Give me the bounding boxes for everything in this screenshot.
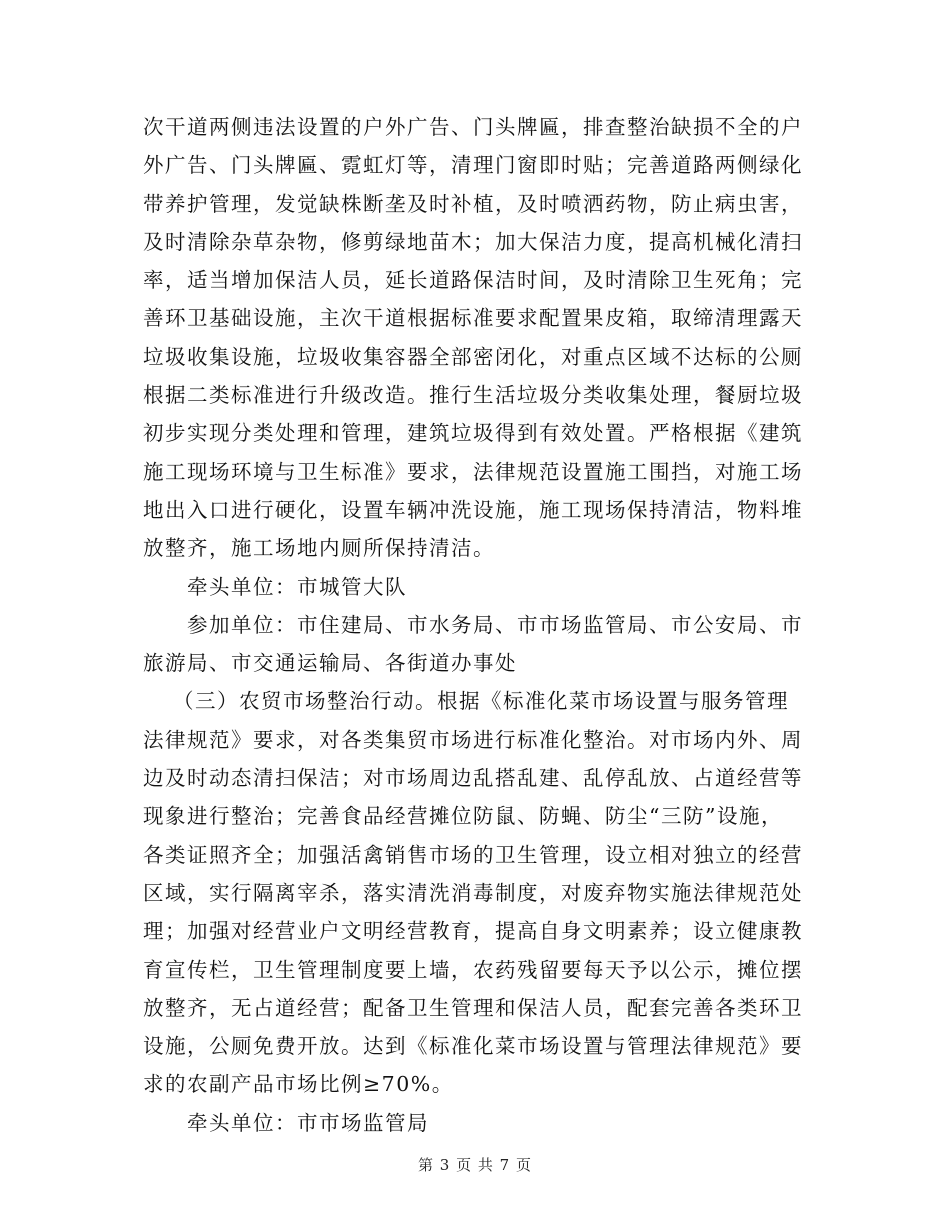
text-line: 地出入口进行硬化，设置车辆冲洗设施，施工现场保持清洁，物料堆 <box>143 497 803 522</box>
section-heading-line: （三）农贸市场整治行动。根据《标准化菜市场设置与服务管理 <box>173 689 789 714</box>
text-line: 外广告、门头牌匾、霓虹灯等，清理门窗即时贴；完善道路两侧绿化 <box>143 153 803 178</box>
text-line: 育宣传栏，卫生管理制度要上墙，农药残留要每天予以公示，摊位摆 <box>143 957 803 982</box>
lead-unit-market-supervision <box>143 1104 799 1142</box>
text-line: 垃圾收集设施，垃圾收集容器全部密闭化，对重点区域不达标的公厕 <box>143 344 803 369</box>
document-body <box>143 108 803 1142</box>
text-line: 区域，实行隔离宰杀，落实清洗消毒制度，对废弃物实施法律规范处 <box>143 880 803 905</box>
text-line: 根据二类标准进行升级改造。推行生活垃圾分类收集处理，餐厨垃圾 <box>143 383 803 408</box>
text-line: 牵头单位：市市场监管局 <box>187 1110 429 1135</box>
text-line: 现象进行整治；完善食品经营摊位防鼠、防蝇、防尘“三防”设施， <box>143 804 783 829</box>
text-line: 放整齐，无占道经营；配备卫生管理和保洁人员，配套完善各类环卫 <box>143 995 803 1020</box>
paragraph-continued <box>143 108 803 568</box>
text-line: 理；加强对经营业户文明经营教育，提高自身文明素养；设立健康教 <box>143 919 803 944</box>
text-line: 旅游局、市交通运输局、各街道办事处 <box>143 651 517 676</box>
text-line: 率，适当增加保洁人员，延长道路保洁时间，及时清除卫生死角；完 <box>143 268 803 293</box>
text-line: 各类证照齐全；加强活禽销售市场的卫生管理，设立相对独立的经营 <box>143 842 803 867</box>
text-line: 设施，公厕免费开放。达到《标准化菜市场设置与管理法律规范》要 <box>143 1034 803 1059</box>
text-line: 及时清除杂草杂物，修剪绿地苗木；加大保洁力度，提高机械化清扫 <box>143 229 803 254</box>
text-line: 初步实现分类处理和管理，建筑垃圾得到有效处置。严格根据《建筑 <box>143 421 803 446</box>
text-line: 法律规范》要求，对各类集贸市场进行标准化整治。对市场内外、周 <box>143 727 803 752</box>
participating-units <box>143 606 803 683</box>
text-line: 边及时动态清扫保洁；对市场周边乱搭乱建、乱停乱放、占道经营等 <box>143 766 803 791</box>
lead-unit-city-management <box>143 568 799 606</box>
paragraph-market-rectification <box>143 682 803 1103</box>
text-line: 次干道两侧违法设置的户外广告、门头牌匾，排查整治缺损不全的户 <box>143 115 803 139</box>
text-line: 牵头单位：市城管大队 <box>187 574 407 599</box>
text-line: 带养护管理，发觉缺株断垄及时补植，及时喷洒药物，防止病虫害， <box>143 191 803 216</box>
page-number-footer: 第 3 页 共 7 页 <box>418 1156 532 1174</box>
text-line: 参加单位：市住建局、市水务局、市市场监管局、市公安局、市 <box>187 612 803 637</box>
text-line: 求的农副产品市场比例≥70%。 <box>143 1072 454 1097</box>
text-line: 施工现场环境与卫生标准》要求，法律规范设置施工围挡，对施工场 <box>143 459 803 484</box>
text-line: 善环卫基础设施，主次干道根据标准要求配置果皮箱，取缔清理露天 <box>143 306 803 331</box>
text-line: 放整齐，施工场地内厕所保持清洁。 <box>143 536 495 561</box>
